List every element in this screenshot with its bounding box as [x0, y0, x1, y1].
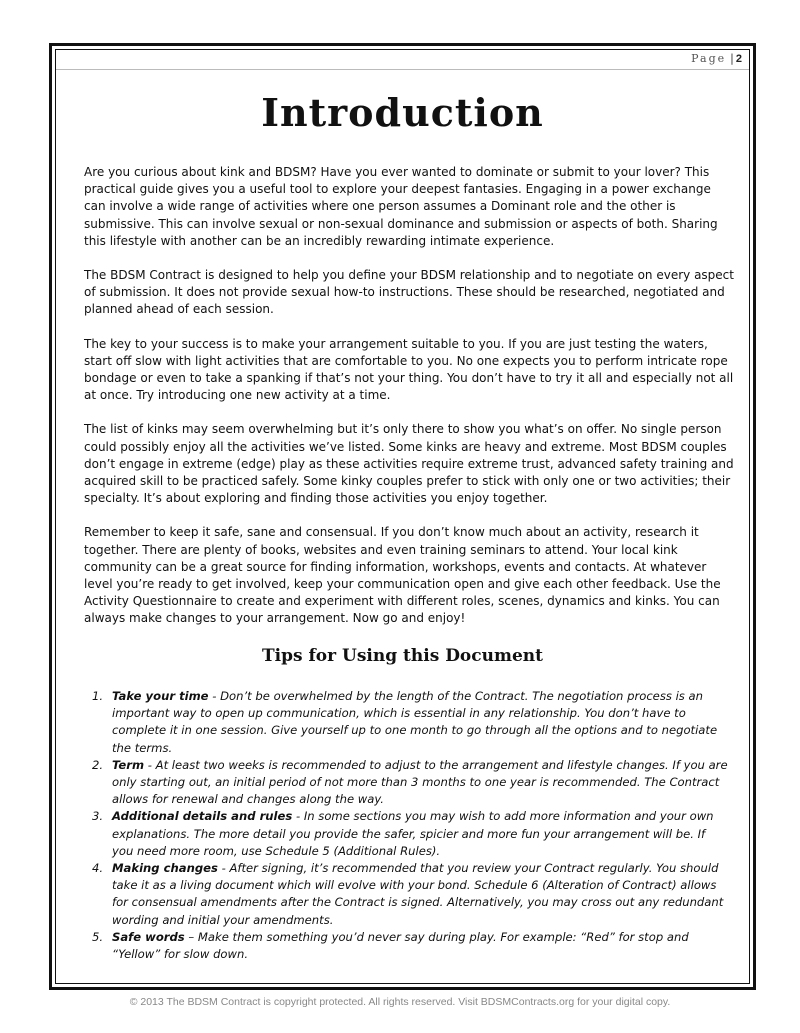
tip-text: – Make them something you’d never say during play. For example: “Red” for stop and “Yellow” for slow down.	[112, 929, 689, 962]
tip-title: Making changes	[112, 861, 218, 876]
intro-paragraph: Remember to keep it safe, sane and consensual. If you don’t know much about an activity, research it together. There are plenty of books, websites and even training seminars to attend. Your local kink community can be a great source for finding information, workshops, events and contacts. At whatever level you’re ready to get involved, keep your communication open and give each other feedback. Use the Activity Questionnaire to create and experiment with different roles, scenes, dynamics and kinks. You can always make changes to your arrangement. Now go and enjoy!	[84, 525, 721, 626]
intro-paragraph: The BDSM Contract is designed to help you define your BDSM relationship and to negotiate on every aspect of submission. It does not provide sexual how-to instructions. These should be researched, negotiated and planned ahead of each session.	[84, 268, 734, 317]
intro-body	[84, 164, 734, 645]
tip-item	[92, 688, 728, 757]
tips-title: Tips for Using this Document	[262, 646, 543, 666]
tip-text: - After signing, it’s recommended that you review your Contract regularly. You should take it as a living document which will evolve with your bond. Schedule 6 (Alteration of Contract) allows for consensual amendments after the Contract is signed. Alternatively, you may cross out any redundant wording and initial your amendments.	[112, 861, 724, 927]
page-separator: |	[730, 52, 734, 65]
tip-title: Safe words	[112, 929, 185, 944]
header-rule	[56, 69, 749, 70]
tip-number: 2.	[92, 757, 104, 772]
tip-title: Term	[112, 757, 145, 772]
tip-item	[92, 808, 728, 860]
tip-text: - Don’t be overwhelmed by the length of the Contract. The negotiation process is an important way to open up communication, which is essential in any relationship. You don’t have to complete it in one session. Give yourself up to one month to go through all the options and to negotiate the terms.	[112, 689, 718, 755]
tip-text: - In some sections you may wish to add more information and your own explanations. The more detail you provide the safer, spicier and more fun your arrangement will be. If you need more room, use Schedule 5 (Additional Rules).	[112, 809, 714, 858]
tip-number: 4.	[92, 861, 104, 876]
tip-number: 1.	[92, 689, 104, 703]
tip-item	[92, 757, 728, 809]
tip-text: - At least two weeks is recommended to adjust to the arrangement and lifestyle changes. If you are only starting out, an initial period of not more than 3 months to one year is recommended. The Contract allows for renewal and changes along the way.	[112, 757, 728, 807]
tip-number: 5.	[92, 929, 104, 944]
tips-list	[92, 688, 728, 963]
tip-title: Take your time	[112, 689, 209, 703]
page-header	[691, 52, 742, 65]
intro-paragraph: Are you curious about kink and BDSM? Have you ever wanted to dominate or submit to your lover? This practical guide gives you a useful tool to explore your deepest fantasies. Engaging in a power exchange can involve a wide range of activities where one person assumes a Dominant role and the other is submissive. This can involve sexual or non-sexual dominance and submission or aspects of both. Sharing this lifestyle with another can be an incredibly rewarding intimate experience.	[84, 165, 718, 248]
tip-title: Additional details and rules	[112, 809, 293, 824]
intro-paragraph: The key to your success is to make your arrangement suitable to you. If you are just testing the waters, start off slow with light activities that are comfortable to you. No one expects you to perform intricate rope bondage or even to take a spanking if that’s not your thing. You don’t have to try it all and especially not all at once. Try introducing one new activity at a time.	[84, 336, 734, 403]
page-number: 2	[735, 53, 742, 65]
intro-paragraph: The list of kinks may seem overwhelming but it’s only there to show you what’s on offer. No single person could possibly enjoy all the activities we’ve listed. Some kinks are heavy and extreme. Most BDSM couples don’t engage in extreme (edge) play as these activities require extreme trust, advanced safety training and acquired skill to be practiced safely. Some kinky couples prefer to stick with only one or two activities; their specialty. It’s about exploring and finding those activities you enjoy together.	[84, 422, 734, 506]
page-title: Introduction	[261, 90, 544, 135]
tip-item	[92, 929, 728, 963]
copyright-footer: © 2013 The BDSM Contract is copyright protected. All rights reserved. Visit BDSMContracts.org for your digital copy.	[129, 996, 671, 1008]
page-word: Page	[691, 52, 727, 65]
tip-item	[92, 860, 728, 929]
tip-number: 3.	[92, 809, 104, 824]
